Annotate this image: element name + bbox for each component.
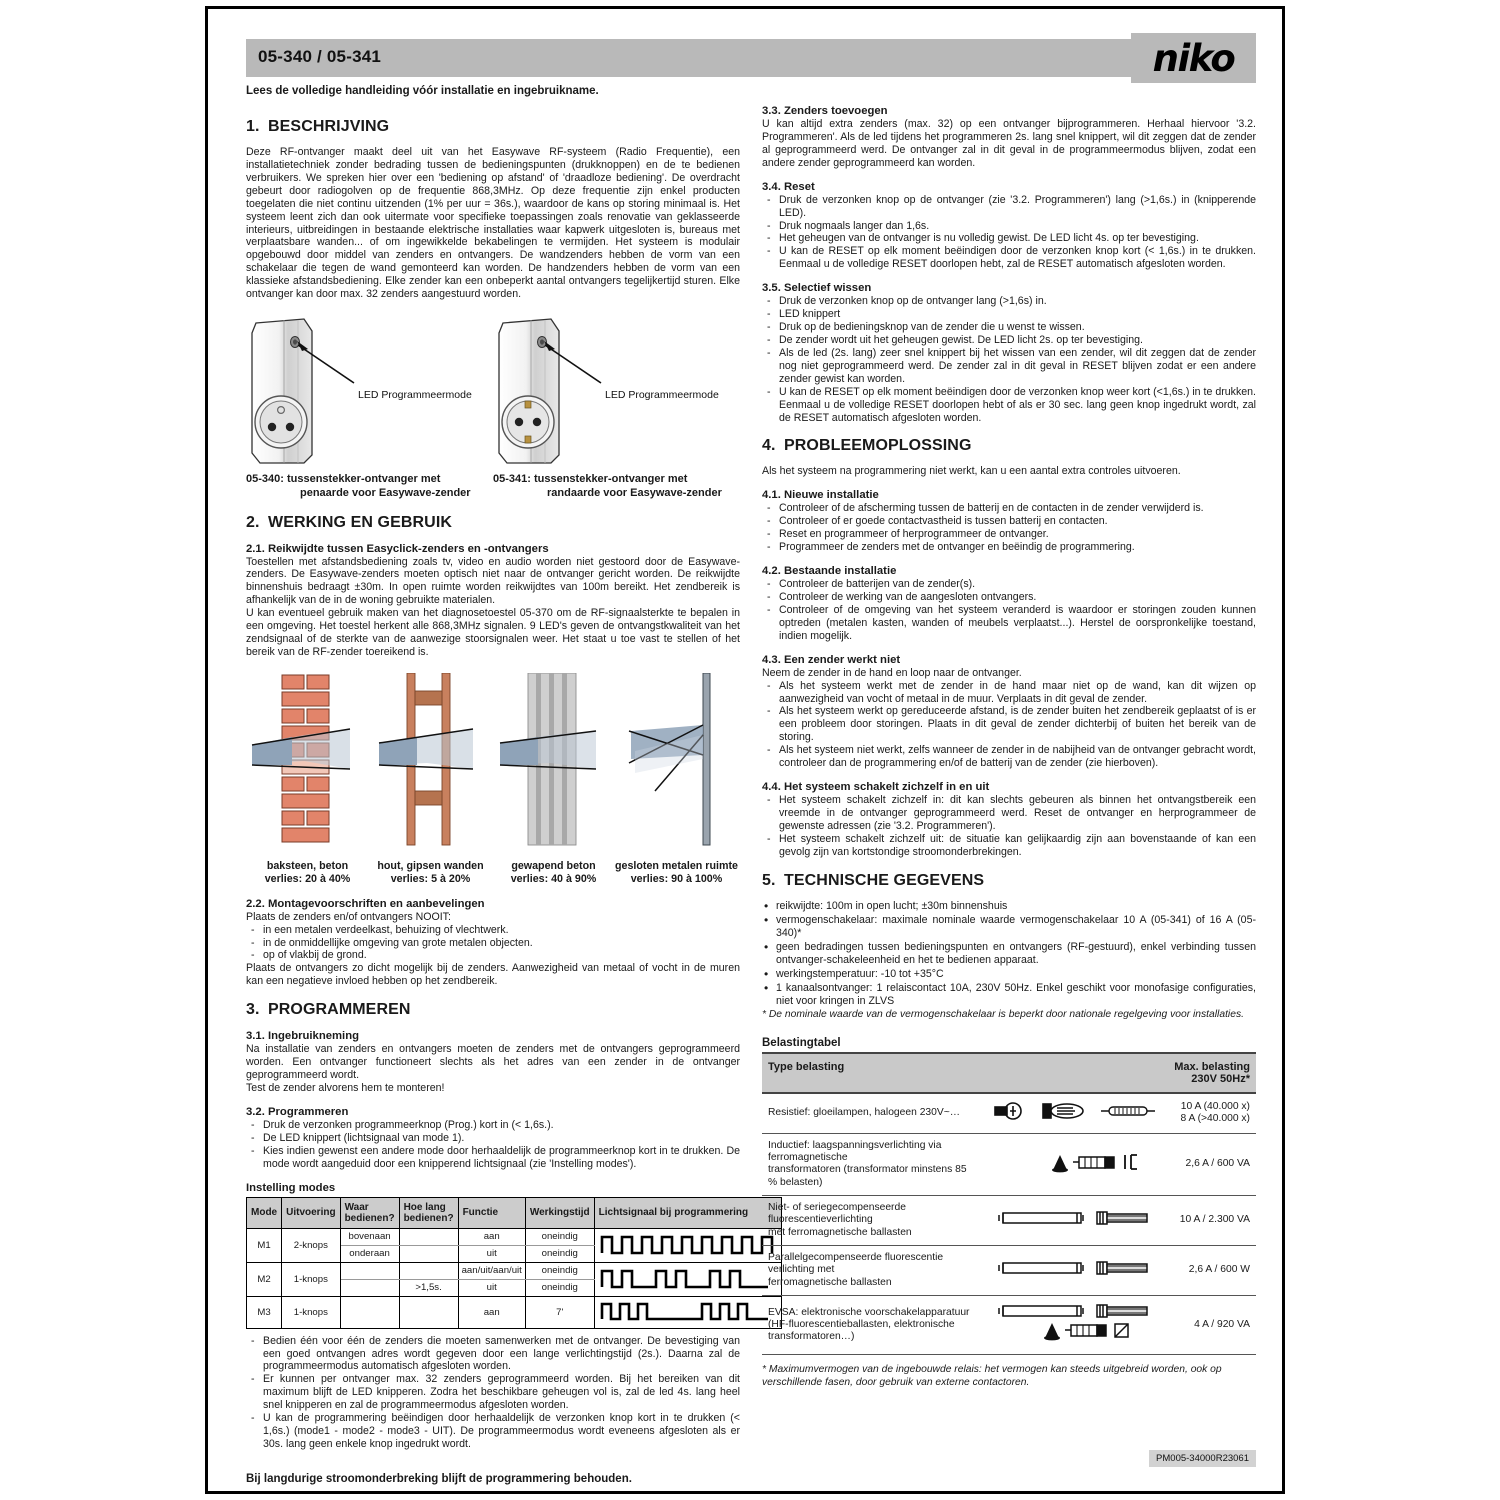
section-2-number: 2. — [246, 513, 260, 531]
list-item: - in de onmiddellijke omgeving van grote metalen objecten. — [246, 937, 740, 950]
list-item: - op of vlakbij de grond. — [246, 949, 740, 962]
material-figure-concrete — [492, 673, 615, 887]
section-3-title: PROGRAMMEREN — [268, 1001, 411, 1019]
fluorescent-tube-icons — [991, 1207, 1159, 1229]
list-item: • vermogenschakelaar: maximale nominale waarde vermogenschakelaar 10 A (05-341) of 16 A (05-340)* — [762, 914, 1256, 940]
col-mode: Mode — [247, 1197, 282, 1228]
cell-hoelang-m1a — [399, 1228, 458, 1245]
cell-load-type-2-line1: Niet- of seriegecompenseerde fluorescentieverlichting — [768, 1202, 906, 1226]
list-item: - Druk nogmaals langer dan 1,6s. — [762, 220, 1256, 233]
cell-tijd-m3: 7' — [525, 1296, 594, 1328]
cell-functie-m3: aan — [458, 1296, 525, 1328]
list-item: - Bedien één voor één de zenders die moeten samenwerken met de ontvanger. De bevestiging van een goed ontvangen adres wordt gegeven door een lange verlichtingstijd (2s.). Daarna zal de programmeermodus automatisch afgesloten worden. — [246, 1335, 740, 1374]
light-signal-slow-icon — [598, 1299, 778, 1323]
table-header-row — [762, 1053, 1256, 1093]
list-item: - Als het systeem werkt met de zender in de hand maar niet op de wand, kan dit wijzen op aanwezigheid van vocht of metaal in de muur. Verplaats in dit geval de zender. — [762, 680, 1256, 706]
logo-text: niko — [1152, 36, 1235, 80]
cell-mode-m3: M3 — [247, 1296, 282, 1328]
section-5-number: 5. — [762, 871, 776, 889]
section-5-footnote: * De nominale waarde van de vermogenschakelaar is beperkt door nationale regelgeving voor installaties. — [762, 1008, 1244, 1020]
section-1-heading — [246, 118, 740, 136]
section-4-3-list — [762, 680, 1256, 770]
product-figure-05341 — [493, 317, 740, 501]
section-4-2-list — [762, 578, 1256, 643]
product-figure-05340 — [246, 317, 493, 501]
section-4-4-heading: 4.4. Het systeem schakelt zichzelf in en uit — [762, 781, 990, 794]
fluorescent-tube-icons — [991, 1257, 1159, 1279]
cell-signal-m2 — [594, 1262, 781, 1296]
list-item: - Reset en programmeer of herprogrammeer de ontvanger. — [762, 528, 1256, 541]
product-image-05340 — [246, 317, 493, 467]
section-3-4-heading: 3.4. Reset — [762, 180, 815, 193]
cell-tijd-m2a: oneindig — [525, 1262, 594, 1279]
cell-waar-m3 — [340, 1296, 399, 1328]
cell-load-max-4: 4 A / 920 VA — [1168, 1296, 1256, 1355]
material-loss-metal: verlies: 90 à 100% — [630, 873, 723, 886]
cell-load-type-1-line2: transformatoren (transformator minstens 85 % belasten) — [768, 1164, 967, 1188]
list-item: - Druk op de bedieningsknop van de zender die u wenst te wissen. — [762, 321, 1256, 334]
cell-load-max-2: 10 A / 2.300 VA — [1168, 1196, 1256, 1246]
list-item: - Controleer of er goede contactvastheid is tussen batterij en contacten. — [762, 515, 1256, 528]
col-hoelang: Hoe lang bedienen? — [399, 1197, 458, 1228]
col-uitvoering: Uitvoering — [282, 1197, 340, 1228]
cell-functie-m1a: aan — [458, 1228, 525, 1245]
section-2-2-list — [246, 924, 740, 963]
col-max-belasting-line1: Max. belasting — [1174, 1061, 1250, 1074]
section-4-3-intro: Neem de zender in de hand en loop naar de ontvanger. — [762, 666, 1022, 679]
cell-load-max-0-line2: 8 A (>40.000 x) — [1180, 1113, 1250, 1125]
cell-load-max-0 — [1168, 1093, 1256, 1133]
table-row — [762, 1093, 1256, 1133]
cell-hoelang-m2b: >1,5s. — [399, 1279, 458, 1296]
section-2-title: WERKING EN GEBRUIK — [268, 513, 453, 531]
material-name-wood: hout, gipsen wanden — [377, 859, 484, 872]
table-row — [762, 1196, 1256, 1246]
lead-instruction: Lees de volledige handleiding vóór installatie en ingebruikname. — [246, 85, 599, 97]
section-4-heading — [762, 437, 1256, 455]
list-item: - Druk de verzonken knop op de ontvanger lang (>1,6s) in. — [762, 295, 1256, 308]
light-signal-fast-icon — [598, 1231, 778, 1257]
section-4-number: 4. — [762, 437, 776, 455]
section-2-1-heading: 2.1. Reikwijdte tussen Easyclick-zenders en -ontvangers — [246, 542, 549, 555]
cell-signal-m1 — [594, 1228, 781, 1262]
modes-table — [246, 1197, 782, 1329]
incandescent-halogen-icons — [991, 1100, 1159, 1122]
material-caption-wood — [369, 860, 492, 887]
col-type-belasting: Type belasting — [762, 1053, 1168, 1093]
section-2-1-paragraph-1: Toestellen met afstandsbediening zoals tv, video en audio worden niet gestoord door de Easywave-zenders. De Easywave-zenders moeten optisch niet naar de ontvanger gericht worden. De reikwijdte binnenshuis bedraagt ±30m. In open ruimte worden reikwijdtes van 100m bereikt. Het zendbereik is afhankelijk van de in de woning gebruikte materialen. — [246, 555, 740, 607]
table-row — [247, 1262, 782, 1279]
cell-load-max-1: 2,6 A / 600 VA — [1168, 1133, 1256, 1195]
section-4-2-heading: 4.2. Bestaande installatie — [762, 565, 897, 578]
footer-document-code: PM005-34000R23061 — [1149, 1450, 1256, 1467]
list-item: - Druk de verzonken programmeerknop (Prog.) kort in (< 1,6s.). — [246, 1119, 740, 1132]
section-2-2-outro: Plaats de ontvangers zo dicht mogelijk bij de zenders. Aanwezigheid van metaal of vocht in de muren kan een negatieve invloed hebben op het zendbereik. — [246, 962, 740, 988]
page-content — [246, 36, 1256, 1485]
cell-load-type-4-line2: (HF-fluorescentieballasten, elektronische transformatoren…) — [768, 1319, 955, 1343]
material-name-brick: baksteen, beton — [266, 859, 349, 872]
cell-tijd-m2b: oneindig — [525, 1279, 594, 1296]
section-2-1-paragraph-2: U kan eventueel gebruik maken van het diagnosetoestel 05-370 om de RF-signaalsterkte te bepalen in een omgeving. Het toestel herkent alle 868,3MHz signalen. 9 LED's geven de ontvangstkwaliteit van het zendsignaal of de sterkte van de aanwezige stoorsignalen weer. Het staat u toe vast te stellen of het bereik van de RF-zender toereikend is. — [246, 607, 740, 659]
cell-load-icons-4 — [981, 1296, 1168, 1355]
product-figures — [246, 317, 740, 501]
section-3-heading — [246, 1001, 740, 1019]
modes-table-title: Instelling modes — [246, 1181, 336, 1194]
light-signal-medium-icon — [598, 1265, 778, 1291]
list-item: - Het systeem schakelt zichzelf in: dit kan slechts gebeuren als binnen het ontvangstbereik een vreemde in de ontvanger geprogrammeerd werd. Reset de ontvanger en herprogrammeer de gewenste adressen (zie '3.2. Programmeren'). — [762, 794, 1256, 833]
cell-load-icons-2 — [981, 1196, 1168, 1246]
col-waar: Waar bedienen? — [340, 1197, 399, 1228]
material-caption-metal — [615, 860, 738, 887]
list-item: - Het systeem schakelt zichzelf uit: de situatie kan gelijkaardig zijn aan bovenstaande of kan een gevolg zijn van kortstondige stroomonderbrekingen. — [762, 833, 1256, 859]
list-item: - Controleer de batterijen van de zender(s). — [762, 578, 1256, 591]
left-column — [246, 105, 749, 1494]
list-item: - Als het systeem niet werkt, zelfs wanneer de zender in de nabijheid van de ontvanger gebracht wordt, controleer dan de programmering en/of de batterij van de zender (zie hierboven). — [762, 744, 1256, 770]
list-item: - U kan de RESET op elk moment beëindigen door de verzonken knop weer kort (<1,6s.) in te drukken. Eenmaal u de volledige RESET doorlopen hebt of als er 30 sec. lang geen knop ingedrukt wordt, zal de RESET automatisch afgesloten worden. — [762, 386, 1256, 425]
product-caption-05340 — [246, 473, 493, 501]
cell-load-type-0-line1: Resistief: gloeilampen, halogeen 230V~… — [768, 1107, 961, 1119]
section-5-title: TECHNISCHE GEGEVENS — [784, 871, 985, 889]
cell-load-max-0-line1: 10 A (40.000 x) — [1180, 1101, 1250, 1113]
brick-wall-icon — [246, 673, 369, 851]
cell-mode-m1: M1 — [247, 1228, 282, 1262]
section-4-1-heading: 4.1. Nieuwe installatie — [762, 489, 879, 502]
document-code: 05-340 / 05-341 — [258, 47, 382, 66]
cell-hoelang-m1b — [399, 1245, 458, 1262]
cell-tijd-m1b: oneindig — [525, 1245, 594, 1262]
load-table — [762, 1052, 1256, 1355]
reinforced-concrete-icon — [492, 673, 615, 851]
material-figure-wood — [369, 673, 492, 887]
right-column — [762, 105, 1256, 1494]
cell-functie-m1b: uit — [458, 1245, 525, 1262]
product-caption-05340-line1: 05-340: tussenstekker-ontvanger met — [246, 473, 441, 486]
col-max-belasting — [1168, 1053, 1256, 1093]
table-row — [762, 1133, 1256, 1195]
section-2-2-intro: Plaats de zenders en/of ontvangers NOOIT: — [246, 910, 451, 923]
cell-tijd-m1a: oneindig — [525, 1228, 594, 1245]
product-caption-05341-line2: randaarde voor Easywave-zender — [547, 486, 722, 499]
ferromagnetic-transformer-icons — [991, 1150, 1159, 1174]
led-label-05341: LED Programmeermode — [605, 389, 719, 402]
cell-load-type-4 — [762, 1296, 981, 1355]
product-image-05341 — [493, 317, 740, 467]
section-5-heading — [762, 872, 1256, 890]
section-3-number: 3. — [246, 1001, 260, 1019]
material-loss-concrete: verlies: 40 à 90% — [510, 873, 597, 886]
product-caption-05341-line1: 05-341: tussenstekker-ontvanger met — [493, 473, 688, 486]
product-caption-05341 — [493, 473, 740, 501]
list-item: - Druk de verzonken knop op de ontvanger (zie '3.2. Programmeren') lang (>1,6s.) in (knipperende LED). — [762, 194, 1256, 220]
list-item: - U kan de programmering beëindigen door herhaaldelijk de verzonken knop kort in te drukken (< 1,6s.) (mode1 - mode2 - mode3 - UIT). De programmeermodus wordt eveneens afgesloten als er 30s. lang geen enkele knop ingedrukt wordt. — [246, 1412, 740, 1451]
material-loss-wood: verlies: 5 à 20% — [390, 873, 471, 886]
table-row — [762, 1296, 1256, 1355]
section-3-5-list — [762, 295, 1256, 424]
section-3-4-list — [762, 194, 1256, 272]
cell-signal-m3 — [594, 1296, 781, 1328]
cell-uitvoering-m3: 1-knops — [282, 1296, 340, 1328]
cell-load-type-0 — [762, 1093, 981, 1133]
col-werkingstijd: Werkingstijd — [525, 1197, 594, 1228]
material-caption-concrete — [492, 860, 615, 887]
evsa-icons — [991, 1302, 1159, 1344]
list-item: - De zender wordt uit het geheugen gewist. De LED licht 2s. op ter bevestiging. — [762, 334, 1256, 347]
section-2-2-heading: 2.2. Montagevoorschriften en aanbevelingen — [246, 897, 485, 910]
cell-load-type-4-line1: EVSA: elektronische voorschakelapparatuur — [768, 1306, 970, 1318]
list-item: • werkingstemperatuur: -10 tot +35°C — [762, 968, 1256, 981]
metal-enclosure-icon — [615, 673, 738, 851]
cell-load-icons-1 — [981, 1133, 1168, 1195]
col-lichtsignaal: Lichtsignaal bij programmering — [594, 1197, 781, 1228]
material-figures — [246, 673, 740, 887]
section-2-heading — [246, 514, 740, 532]
section-3-3-heading: 3.3. Zenders toevoegen — [762, 105, 888, 117]
cell-waar-m2a — [340, 1262, 399, 1279]
document-page — [205, 6, 1285, 1494]
section-5-list — [762, 900, 1256, 1008]
section-1-number: 1. — [246, 118, 260, 135]
product-caption-05340-line2: penaarde voor Easywave-zender — [300, 486, 471, 499]
list-item: - Controleer de werking van de aangesloten ontvangers. — [762, 591, 1256, 604]
list-item: - De LED knippert (lichtsignaal van mode 1). — [246, 1132, 740, 1145]
material-figure-brick — [246, 673, 369, 887]
list-item: - Kies indien gewenst een andere mode door herhaaldelijk de programmeerknop kort in te drukken. De mode wordt aangeduid door een knipperend lichtsignaal (zie 'Instelling modes'). — [246, 1145, 740, 1171]
wood-wall-icon — [369, 673, 492, 851]
section-3-1-heading: 3.1. Ingebruikneming — [246, 1030, 359, 1043]
list-item: - Er kunnen per ontvanger max. 32 zenders geprogrammeerd worden. Bij het bereiken van dit maximum blijft de LED knipperen. Zodra het beschikbare geheugen vol is, zal de led 4s. lang heel snel knipperen en zal de programmeermodus afgesloten worden. — [246, 1373, 740, 1412]
cell-load-type-3-line2: ferromagnetische ballasten — [768, 1276, 892, 1288]
cell-hoelang-m2a — [399, 1262, 458, 1279]
material-name-concrete: gewapend beton — [511, 859, 596, 872]
section-4-intro: Als het systeem na programmering niet werkt, kan u een aantal extra controles uitvoeren. — [762, 465, 1181, 478]
section-3-2-after-list — [246, 1335, 740, 1451]
material-figure-metal — [615, 673, 738, 887]
cell-load-type-3 — [762, 1246, 981, 1296]
cell-load-type-1-line1: Inductief: laagspanningsverlichting via ferromagnetische — [768, 1139, 942, 1163]
two-column-layout — [246, 105, 1256, 1494]
list-item: - Het geheugen van de ontvanger is nu volledig gewist. De LED licht 4s. op ter bevestiging. — [762, 232, 1256, 245]
section-3-2-heading: 3.2. Programmeren — [246, 1105, 349, 1118]
cell-mode-m2: M2 — [247, 1262, 282, 1296]
table-row — [247, 1296, 782, 1328]
cell-uitvoering-m2: 1-knops — [282, 1262, 340, 1296]
cell-load-type-2 — [762, 1196, 981, 1246]
section-4-title: PROBLEEMOPLOSSING — [784, 437, 972, 455]
cell-waar-m1b: onderaan — [340, 1245, 399, 1262]
material-loss-brick: verlies: 20 à 40% — [264, 873, 351, 886]
load-table-footnote: * Maximumvermogen van de ingebouwde relais: het vermogen kan steeds uitgebreid worden, ook op verschillende fasen, door gebruik van externe contactoren. — [762, 1364, 1222, 1388]
cell-uitvoering-m1: 2-knops — [282, 1228, 340, 1262]
niko-logo — [1131, 33, 1256, 83]
cell-functie-m2a: aan/uit/aan/uit — [458, 1262, 525, 1279]
cell-load-icons-3 — [981, 1246, 1168, 1296]
list-item: - Als de led (2s. lang) zeer snel knippert bij het wissen van een zender, wil dit zeggen dat de zender nog niet geprogrammeerd werd. De zender zal in dit geval in RESET blijven zodat er een andere zender gewist kan worden. — [762, 347, 1256, 386]
list-item: • 1 kanaalsontvanger: 1 relaiscontact 10A, 230V 50Hz. Enkel geschikt voor monofasige configuraties, niet voor kringen in ZLVS — [762, 982, 1256, 1008]
power-interruption-note: Bij langdurige stroomonderbreking blijft de programmering behouden. — [246, 1472, 632, 1485]
list-item: • reikwijdte: 100m in open lucht; ±30m binnenshuis — [762, 900, 1256, 913]
section-3-1-paragraph-2: Test de zender alvorens hem te monteren! — [246, 1081, 445, 1094]
cell-waar-m2b — [340, 1279, 399, 1296]
load-table-title: Belastingtabel — [762, 1037, 841, 1050]
cell-waar-m1a: bovenaan — [340, 1228, 399, 1245]
cell-load-icons-0 — [981, 1093, 1168, 1133]
section-3-3-body: U kan altijd extra zenders (max. 32) op een ontvanger bijprogrammeren. Herhaal hiervoor '3.2. Programmeren'. Als de led tijdens het programmeren 2s. lang snel knippert, wil dit zeggen dat de zender al geprogrammeerd werd. De ontvanger zal in dit geval in de programmeermodus blijven, zodat een andere zender geprogrammeerd kan worden. — [762, 118, 1256, 169]
cell-load-max-3: 2,6 A / 600 W — [1168, 1246, 1256, 1296]
section-1-title: BESCHRIJVING — [268, 118, 390, 135]
material-name-metal: gesloten metalen ruimte — [615, 859, 738, 872]
list-item: - Als het systeem werkt op gereduceerde afstand, is de zender buiten het zendbereik geplaatst of is er een probleem door storingen. Plaats in dit geval de zender dichterbij of buiten het bereik van de storing. — [762, 705, 1256, 744]
list-item: - in een metalen verdeelkast, behuizing of vlechtwerk. — [246, 924, 740, 937]
section-4-3-heading: 4.3. Een zender werkt niet — [762, 653, 901, 666]
list-item: - Controleer of de omgeving van het systeem veranderd is waardoor er storingen zouden kunnen optreden (metalen kasten, wanden of meubels verplaatst...). Herstel de oorspronkelijke toestand, indien mogelijk. — [762, 604, 1256, 643]
table-header-row — [247, 1197, 782, 1228]
section-1-body: Deze RF-ontvanger maakt deel uit van het Easywave RF-systeem (Radio Frequentie), een installatietechniek zonder bedrading tussen de bedieningspunten (drukknoppen) en de te bedienen verbruikers. We spreken hier over een 'bediening op afstand' of 'draadloze bediening'. De overdracht gebeurt door radiogolven op de frequentie 868,3MHz. Op deze frequentie zijn enkel producten toegelaten die niet continu uitzenden (1% per uur = 36s.), waardoor de kans op storing minimaal is. Het systeem leent zich dan ook uitermate voor specifieke toepassingen zoals renovatie van geklasseerde interieurs, uitbreidingen in bestaande elektrische installaties waar kapwerk uitgesloten is, bureaus met verplaatsbare wanden... of om ingewikkelde bekabelingen te vermijden. Het systeem is modulair opgebouwd door middel van zenders en ontvangers. De wandzenders hebben de vorm van een schakelaar die tegen de wand gemonteerd kan worden. De handzenders hebben de vorm van een klassieke afstandsbediening. Elke zender kan een onbeperkt aantal ontvangers tegelijkertijd sturen. Elke ontvanger kan door max. 32 zenders aangestuurd worden. — [246, 146, 740, 301]
table-row — [247, 1228, 782, 1245]
list-item: • geen bedradingen tussen bedieningspunten en ontvangers (RF-gestuurd), enkel verbinding tussen ontvanger-schakeleenheid en het te bedienen apparaat. — [762, 941, 1256, 967]
section-3-2-list — [246, 1119, 740, 1171]
table-row — [762, 1246, 1256, 1296]
section-4-1-list — [762, 502, 1256, 554]
section-4-4-list — [762, 794, 1256, 859]
list-item: - U kan de RESET op elk moment beëindigen door de verzonken knop kort (< 1,6s.) in te drukken. Eenmaal u de volledige RESET doorlopen hebt, zal de RESET automatisch afgesloten worden. — [762, 245, 1256, 271]
col-max-belasting-line2: 230V 50Hz* — [1191, 1073, 1250, 1086]
list-item: - Programmeer de zenders met de ontvanger en beëindig de programmering. — [762, 541, 1256, 554]
cell-load-type-2-line2: met ferromagnetische ballasten — [768, 1226, 912, 1238]
list-item: - LED knippert — [762, 308, 1256, 321]
document-header — [246, 36, 1256, 80]
list-item: - Controleer of de afscherming tussen de batterij en de contacten in de zender verwijderd is. — [762, 502, 1256, 515]
section-3-5-heading: 3.5. Selectief wissen — [762, 282, 872, 295]
cell-load-type-1 — [762, 1133, 981, 1195]
cell-functie-m2b: uit — [458, 1279, 525, 1296]
led-label-05340: LED Programmeermode — [358, 389, 472, 402]
material-caption-brick — [246, 860, 369, 887]
col-functie: Functie — [458, 1197, 525, 1228]
section-3-1-paragraph-1: Na installatie van zenders en ontvangers moeten de zenders met de ontvangers geprogrammeerd worden. Een ontvanger functioneert slechts als het adres van een zender in de ontvanger geprogrammeerd wordt. — [246, 1043, 740, 1082]
cell-hoelang-m3 — [399, 1296, 458, 1328]
cell-load-type-3-line1: Parallelgecompenseerde fluorescentie verlichting met — [768, 1252, 944, 1276]
